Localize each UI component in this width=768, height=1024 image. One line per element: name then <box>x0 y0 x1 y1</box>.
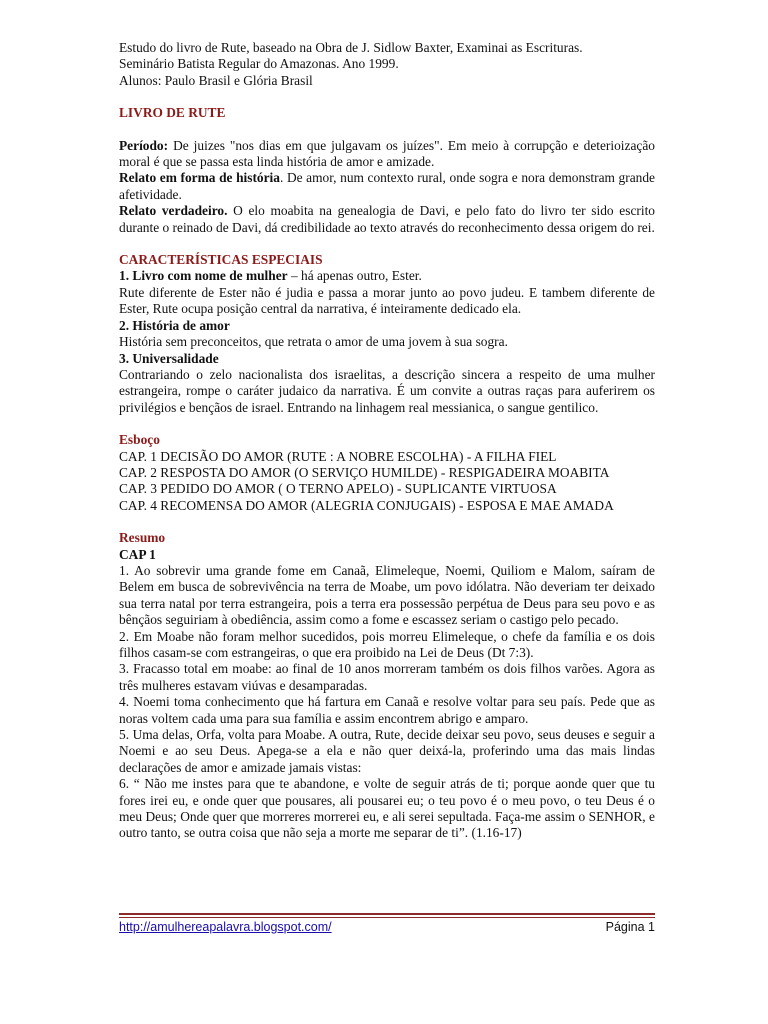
periodo-paragraph <box>119 138 655 171</box>
relato-verdadeiro-text: O elo moabita na genealogia de Davi, e pelo fato do livro ter sido escrito durante o reinado de Davi, dá credibilidade ao texto através do reconhecimento dessa origem do rei. <box>119 203 655 235</box>
document-title: LIVRO DE RUTE <box>119 105 226 121</box>
periodo-label: Período: <box>119 137 169 153</box>
header-line-1: Estudo do livro de Rute, baseado na Obra de J. Sidlow Baxter, Examinai as Escrituras. <box>119 40 583 55</box>
caracteristica-3-text: Contrariando o zelo nacionalista dos israelitas, a descrição sincera a respeito de uma mulher estrangeira, rompe o caráter judaico da narrativa. É um convite a outras raças para auferirem os privilégios e bençãos de israel. Entrando na linhagem real messianica, o sangue gentilico. <box>119 366 655 415</box>
relato-forma-paragraph <box>119 170 655 203</box>
relato-forma-label: Relato em forma de história <box>119 170 280 186</box>
resumo-paragraph: 5. Uma delas, Orfa, volta para Moabe. A outra, Rute, decide deixar seu povo, seus deuses e seguir a Noemi e ao seu Deus. Apega-se a ela e não quer deixá-la, proferindo uma das mais lindas declarações de amor e amizade jamais vistas: <box>119 727 655 775</box>
resumo-paragraph: 3. Fracasso total em moabe: ao final de 10 anos morreram também os dois filhos varões. Agora as três mulheres estavam viúvas e desamparadas. <box>119 661 655 693</box>
page-number: Página 1 <box>605 920 655 934</box>
relato-verdadeiro-paragraph <box>119 203 655 236</box>
footer-blog-link[interactable]: http://amulhereapalavra.blogspot.com/ <box>119 920 332 934</box>
caracteristica-3-label: 3. Universalidade <box>119 350 219 366</box>
esboco-heading: Esboço <box>119 432 160 448</box>
resumo-paragraph: 2. Em Moabe não foram melhor sucedidos, pois morreu Elimeleque, o chefe da família e os dois filhos casam-se com estrangeiras, o que era proibido na Lei de Deus (Dt 7:3). <box>119 628 655 660</box>
resumo-heading: Resumo <box>119 530 166 546</box>
caracteristica-2-text: História sem preconceitos, que retrata o amor de uma jovem à sua sogra. <box>119 334 508 350</box>
relato-verdadeiro-label: Relato verdadeiro. <box>119 203 228 219</box>
caracteristica-1-label: 1. Livro com nome de mulher <box>119 268 288 284</box>
caracteristica-1-title <box>119 268 655 284</box>
periodo-text: De juizes "nos dias em que julgavam os juízes". Em meio à corrupção e deterioização moral é que se passa esta linda história de amor e amizade. <box>119 137 655 170</box>
caracteristica-1-suffix: – há apenas outro, Ester. <box>287 268 422 284</box>
footer-rule <box>119 913 655 915</box>
resumo-paragraph: 4. Noemi toma conhecimento que há fartura em Canaã e resolve voltar para seu país. Pede que as noras voltem cada uma para sua família e assim encontrem abrigo e amparo. <box>119 694 655 726</box>
esboco-item: CAP. 1 DECISÃO DO AMOR (RUTE : A NOBRE ESCOLHA) - A FILHA FIEL <box>119 448 557 464</box>
esboco-item: CAP. 2 RESPOSTA DO AMOR (O SERVIÇO HUMILDE) - RESPIGADEIRA MOABITA <box>119 464 610 480</box>
resumo-paragraph: 1. Ao sobrevir uma grande fome em Canaã, Elimeleque, Noemi, Quiliom e Malom, saíram de Belem em busca de sobrevivência na terra de Moabe, um povo idólatra. Não deveriam ter deixado sua terra natal por terra estrangeira, pois a terra era possessão perpétua de Deus para seu povo e as bênçãos seguiriam à obediência, assim como a fome e escassez seriam o castigo pelo pecado. <box>119 562 655 628</box>
esboco-item: CAP. 3 PEDIDO DO AMOR ( O TERNO APELO) - SUPLICANTE VIRTUOSA <box>119 481 557 497</box>
caracteristicas-heading: CARACTERÍSTICAS ESPECIAIS <box>119 252 323 268</box>
header-line-2: Seminário Batista Regular do Amazonas. Ano 1999. <box>119 56 399 72</box>
page-content <box>119 40 655 842</box>
esboco-item: CAP. 4 RECOMENSA DO AMOR (ALEGRIA CONJUGAIS) - ESPOSA E MAE AMADA <box>119 497 614 513</box>
resumo-paragraph: 6. “ Não me instes para que te abandone, e volte de seguir atrás de ti; porque aonde quer que tu fores irei eu, e onde quer que pousares, ali pousarei eu; o teu povo é o meu povo, o teu Deus é o meu Deus; Onde quer que morreres morrerei eu, e ali serei sepultada. Faça-me assim o SENHOR, e outro tanto, se outra coisa que não seja a morte me separar de ti”. (1.16-17) <box>119 776 655 841</box>
header-line-3: Alunos: Paulo Brasil e Glória Brasil <box>119 72 313 88</box>
relato-forma-text: . De amor, num contexto rural, onde sogra e nora demonstram grande afetividade. <box>119 170 655 202</box>
cap-1-label: CAP 1 <box>119 546 156 562</box>
caracteristica-2-label: 2. História de amor <box>119 317 230 333</box>
caracteristica-1-text: Rute diferente de Ester não é judia e passa a morar junto ao povo judeu. E tambem diferente de Ester, Rute ocupa posição central da narrativa, é inteiramente dedicado ela. <box>119 284 655 317</box>
footer-rule-thin <box>119 917 655 918</box>
